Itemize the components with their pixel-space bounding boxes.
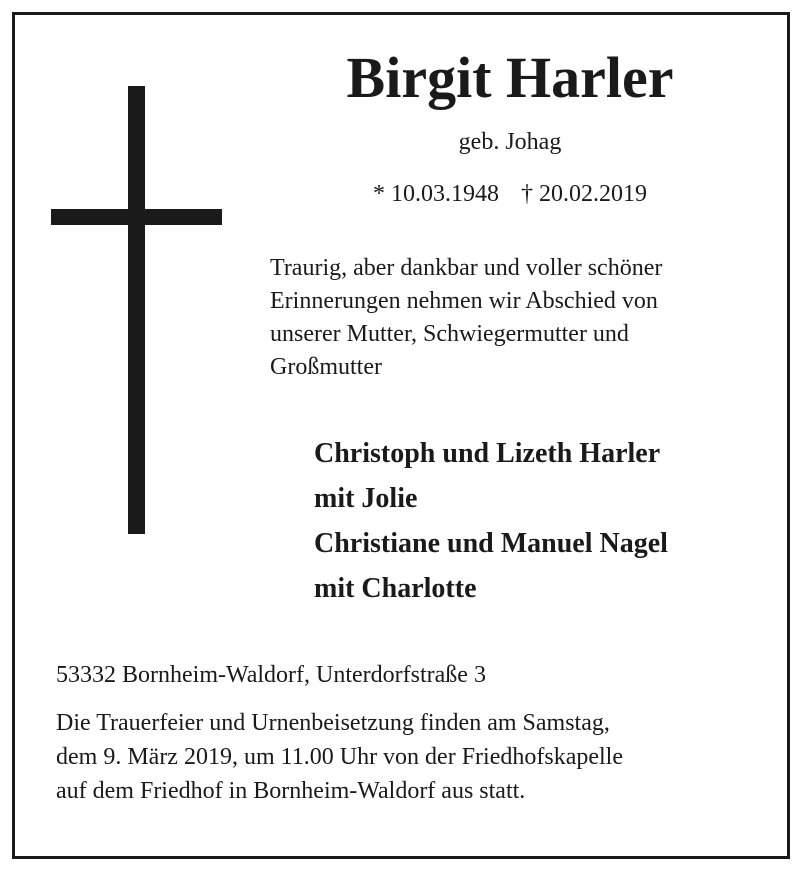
ceremony-line: dem 9. März 2019, um 11.00 Uhr von der Friedhofskapelle [56,744,623,770]
family-address: 53332 Bornheim-Waldorf, Unterdorfstraße 3 [56,662,486,688]
ceremony-line: Die Trauerfeier und Urnenbeisetzung finden am Samstag, [56,710,610,736]
tribute-line: unserer Mutter, Schwiegermutter und [270,321,629,347]
mourner-line: mit Jolie [314,483,418,514]
mourner-line: Christiane und Manuel Nagel [314,528,668,559]
cross-horizontal-bar [51,209,222,225]
tribute-line: Großmutter [270,354,382,380]
ceremony-line: auf dem Friedhof in Bornheim-Waldorf aus statt. [56,778,526,804]
death-date: † 20.02.2019 [521,181,647,207]
mourner-line: Christoph und Lizeth Harler [314,438,661,469]
deceased-name: Birgit Harler [346,45,674,110]
birth-date: * 10.03.1948 [373,181,499,207]
life-dates [250,176,770,212]
cross-vertical-bar [128,86,145,534]
mourner-line: mit Charlotte [314,573,477,604]
tribute-line: Traurig, aber dankbar und voller schöner [270,255,663,281]
ceremony-text [56,706,766,808]
tribute-line: Erinnerungen nehmen wir Abschied von [270,288,658,314]
maiden-name: geb. Johag [458,129,562,155]
tribute-text [270,252,770,384]
mourners-list [314,431,774,611]
